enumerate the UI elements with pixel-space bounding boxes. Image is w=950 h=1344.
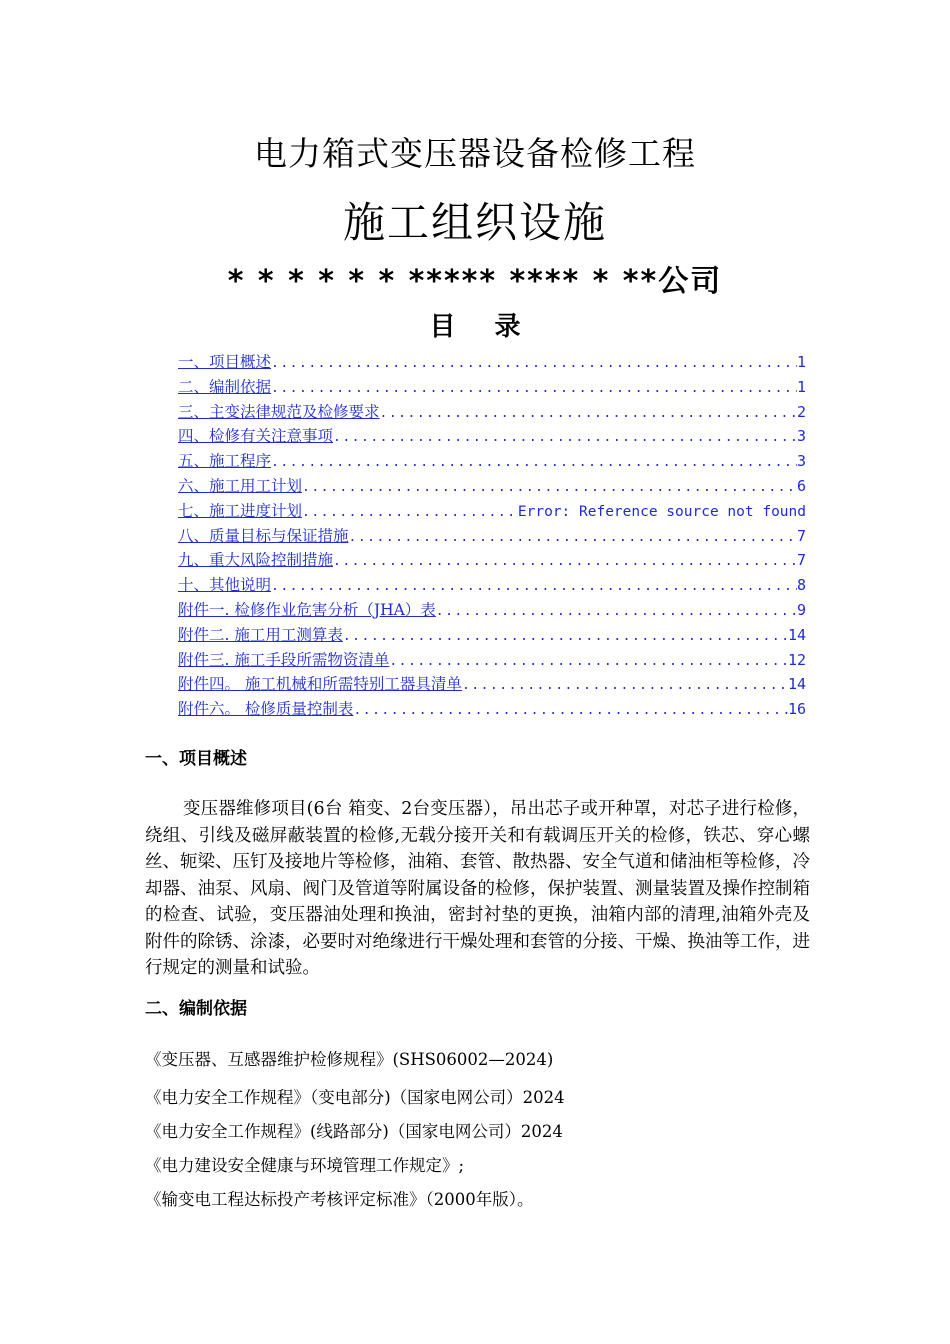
- toc-entry-label[interactable]: 附件六。 检修质量控制表: [178, 700, 354, 719]
- toc-entry-3[interactable]: [178, 400, 806, 425]
- toc-entry-page: 14: [787, 675, 806, 694]
- toc-leader-dots: [302, 501, 518, 524]
- toc-entry-5[interactable]: [178, 449, 806, 474]
- toc-leader-dots: [343, 625, 788, 648]
- toc-entry-2[interactable]: [178, 375, 806, 400]
- toc-entry-6[interactable]: [178, 474, 806, 499]
- document-subtitle: 施工组织设施: [342, 198, 607, 247]
- toc-leader-dots: [333, 426, 797, 449]
- toc-leader-dots: [271, 575, 797, 598]
- toc-entry-page: 2: [796, 402, 806, 421]
- toc-entry-4[interactable]: [178, 424, 806, 449]
- toc-entry-page: 3: [796, 452, 806, 471]
- toc-entry-11[interactable]: [178, 598, 806, 623]
- toc-entry-label[interactable]: 十、其他说明: [178, 576, 272, 595]
- toc-entry-page: 7: [796, 551, 806, 570]
- toc-leader-dots: [462, 674, 788, 697]
- toc-entry-page-error: Error: Reference source not found: [517, 503, 806, 520]
- toc-entry-label[interactable]: 四、检修有关注意事项: [178, 427, 334, 446]
- toc-entry-12[interactable]: [178, 623, 806, 648]
- toc-entry-page: 9: [796, 600, 806, 619]
- toc-entry-page: 12: [787, 650, 806, 669]
- toc-leader-dots: [271, 352, 797, 375]
- toc-leader-dots: [380, 402, 797, 425]
- toc-leader-dots: [271, 451, 797, 474]
- reference-item: 《变压器、互感器维护检修规程》(SHS06002—2024): [145, 1050, 554, 1069]
- toc-entry-8[interactable]: [178, 524, 806, 549]
- toc-entry-page: 6: [796, 476, 806, 495]
- section-overview-body: 变压器维修项目(6台 箱变、2台变压器），吊出芯子或开种罩，对芯子进行检修，绕组、引线及磁屏蔽装置的检修,无载分接开关和有载调压开关的检修，铁芯、穿心螺丝、轭梁、压钉及接地片等检修，油箱、套管、散热器、安全气道和储油柜等检修，冷却器、油泵、风扇、阀门及管道等附属设备的检修，保护装置、测量装置及操作控制箱的检查、试验，变压器油处理和换油，密封衬垫的更换，油箱内部的清理,油箱外壳及附件的除锈、涂漆，必要时对绝缘进行干燥处理和套管的分接、干燥、换油等工作，进行规定的测量和试验。: [145, 799, 810, 978]
- toc-leader-dots: [349, 526, 797, 549]
- toc-entry-page: 1: [796, 353, 806, 371]
- toc-entry-page: 14: [787, 625, 806, 644]
- toc-leader-dots: [333, 550, 797, 573]
- toc-entry-label[interactable]: 五、施工程序: [178, 452, 272, 471]
- toc-entry-label[interactable]: 三、主变法律规范及检修要求: [178, 402, 380, 421]
- toc-leader-dots: [271, 377, 797, 400]
- toc-entry-label[interactable]: 九、重大风险控制措施: [178, 551, 334, 570]
- toc-entry-label[interactable]: 七、施工进度计划: [178, 501, 303, 520]
- reference-item: 《电力安全工作规程》（变电部分)（国家电网公司）2024: [145, 1088, 565, 1107]
- toc-entry-label[interactable]: 附件三. 施工手段所需物资清单: [178, 650, 390, 669]
- toc-entry-page: 16: [787, 700, 806, 719]
- toc-leader-dots: [302, 476, 797, 499]
- toc-title: 目 录: [429, 312, 521, 342]
- section-heading-overview: 一、项目概述: [145, 749, 247, 769]
- toc-entry-page: 3: [796, 427, 806, 446]
- toc-entry-label[interactable]: 六、施工用工计划: [178, 476, 303, 495]
- toc-entry-14[interactable]: [178, 672, 806, 697]
- toc-entry-1[interactable]: [178, 350, 806, 375]
- toc-entry-page: 1: [796, 377, 806, 396]
- toc-entry-page: 7: [796, 526, 806, 545]
- toc-entry-10[interactable]: [178, 573, 806, 598]
- reference-item: 《电力安全工作规程》(线路部分)（国家电网公司）2024: [145, 1122, 563, 1141]
- toc-entry-label[interactable]: 附件四。 施工机械和所需特别工器具清单: [178, 675, 462, 694]
- toc-entry-label[interactable]: 一、项目概述: [178, 353, 272, 371]
- section-heading-basis: 二、编制依据: [145, 999, 247, 1019]
- toc-entry-9[interactable]: [178, 548, 806, 573]
- table-of-contents: [178, 350, 806, 722]
- toc-entry-page: 8: [796, 576, 806, 595]
- toc-entry-label[interactable]: 附件二. 施工用工测算表: [178, 625, 343, 644]
- company-name: * * * * * * ***** **** * **公司: [227, 264, 723, 299]
- toc-leader-dots: [436, 600, 797, 623]
- toc-entry-label[interactable]: 二、编制依据: [178, 377, 272, 396]
- reference-item: 《输变电工程达标投产考核评定标准》（2000年版）。: [145, 1190, 534, 1209]
- toc-leader-dots: [389, 650, 788, 673]
- toc-entry-7[interactable]: [178, 499, 806, 524]
- toc-entry-label[interactable]: 八、质量目标与保证措施: [178, 526, 349, 545]
- document-title: 电力箱式变压器设备检修工程: [254, 134, 696, 173]
- reference-item: 《电力建设安全健康与环境管理工作规定》;: [145, 1156, 465, 1175]
- toc-entry-13[interactable]: [178, 648, 806, 673]
- toc-entry-label[interactable]: 附件一. 检修作业危害分析（JHA）表: [178, 600, 436, 619]
- toc-leader-dots: [353, 699, 788, 722]
- toc-entry-15[interactable]: [178, 697, 806, 722]
